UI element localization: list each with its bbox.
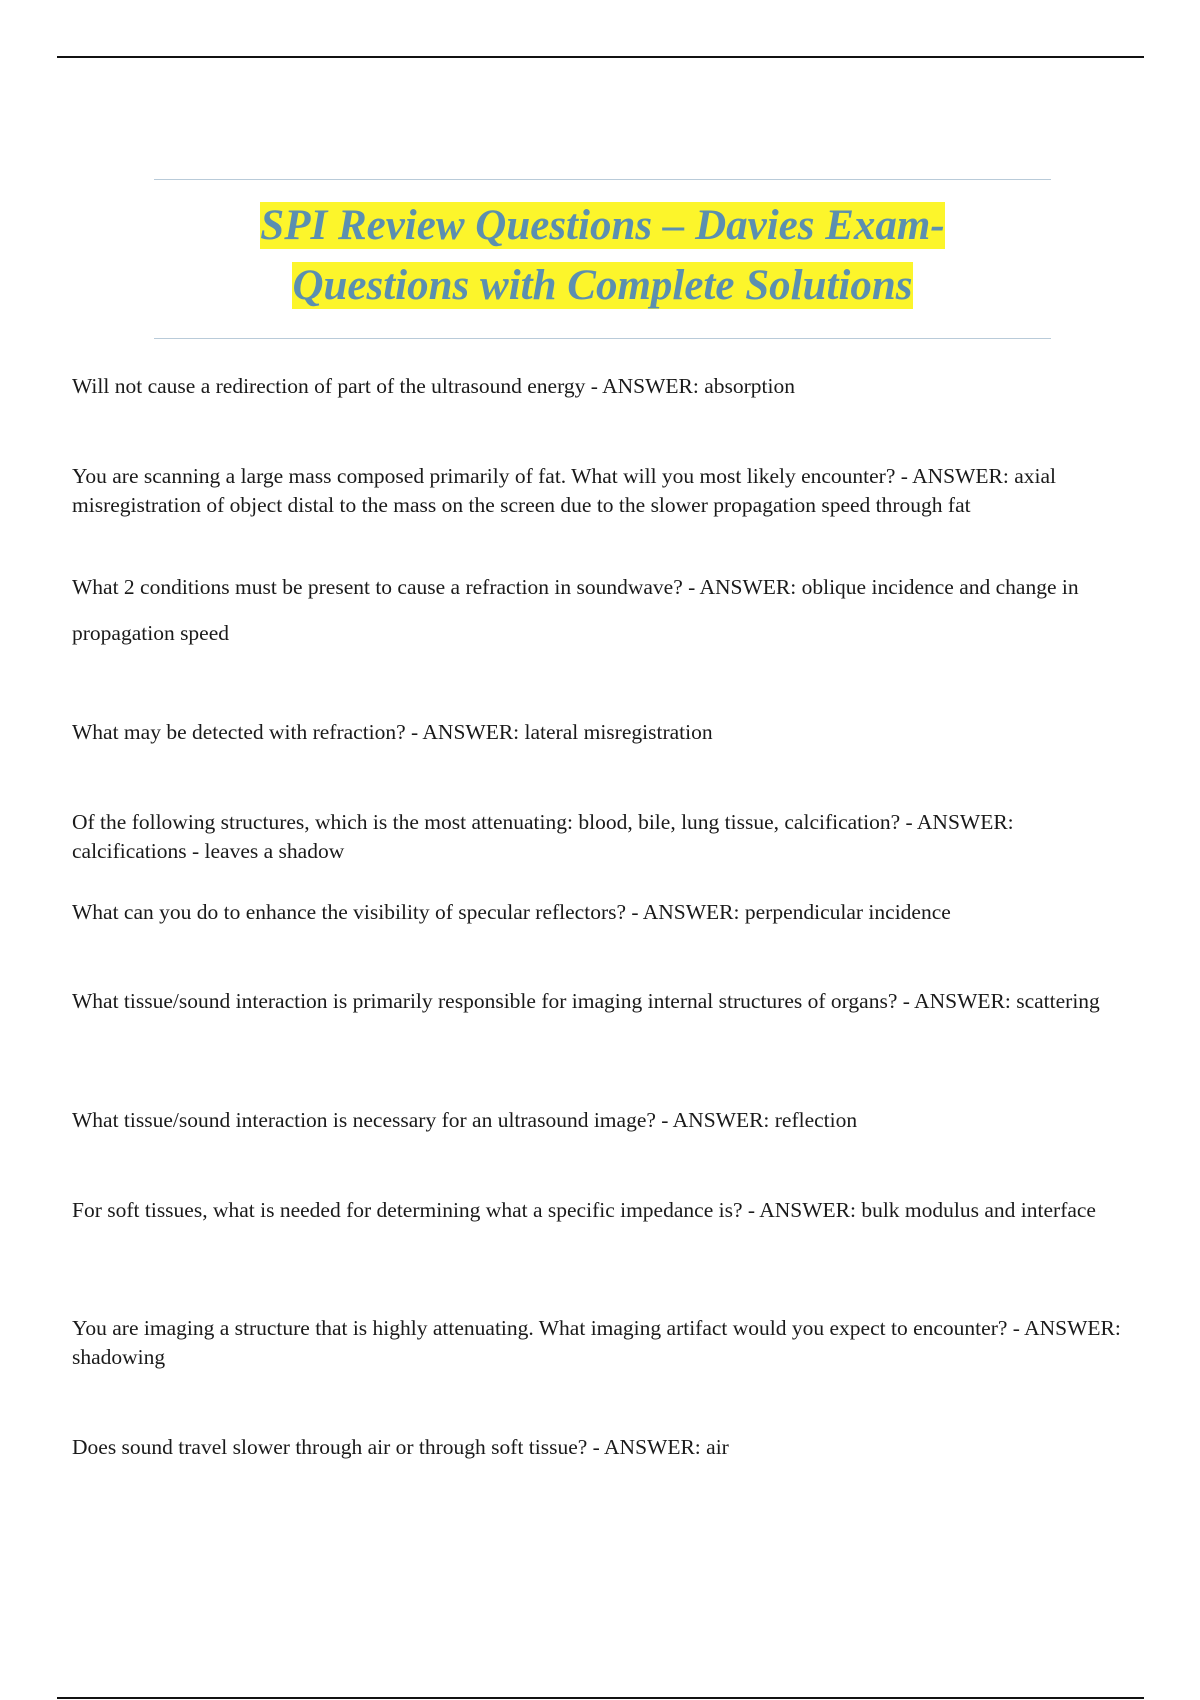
page-bottom-rule — [57, 1697, 1144, 1699]
qa-item: You are scanning a large mass composed primarily of fat. What will you most likely encounter? - ANSWER: axial misregistration of object distal to the mass on the screen due to the slower propagation speed through fat — [72, 464, 1057, 517]
document-title — [154, 196, 1051, 316]
qa-item: Will not cause a redirection of part of the ultrasound energy - ANSWER: absorption — [72, 374, 795, 398]
qa-item: What 2 conditions must be present to cause a refraction in soundwave? - ANSWER: oblique incidence and change in propagation speed — [72, 575, 1079, 645]
page-top-rule — [57, 56, 1144, 58]
qa-item: What can you do to enhance the visibility of specular reflectors? - ANSWER: perpendicular incidence — [72, 900, 951, 924]
qa-item: Of the following structures, which is the most attenuating: blood, bile, lung tissue, calcification? - ANSWER: calcifications - leaves a shadow — [72, 810, 1014, 863]
qa-item: What tissue/sound interaction is primarily responsible for imaging internal structures of organs? - ANSWER: scattering — [72, 989, 1100, 1013]
title-line-2: Questions with Complete Solutions — [292, 262, 913, 309]
qa-item: What tissue/sound interaction is necessary for an ultrasound image? - ANSWER: reflection — [72, 1108, 858, 1132]
qa-item: For soft tissues, what is needed for determining what a specific impedance is? - ANSWER: bulk modulus and interface — [72, 1198, 1096, 1222]
qa-item: You are imaging a structure that is highly attenuating. What imaging artifact would you expect to encounter? - ANSWER: shadowing — [72, 1316, 1121, 1369]
qa-item: Does sound travel slower through air or through soft tissue? - ANSWER: air — [72, 1435, 729, 1459]
title-line-1: SPI Review Questions – Davies Exam- — [260, 202, 945, 249]
title-upper-rule — [154, 179, 1051, 180]
title-lower-rule — [154, 338, 1051, 339]
qa-item: What may be detected with refraction? - ANSWER: lateral misregistration — [72, 720, 713, 744]
